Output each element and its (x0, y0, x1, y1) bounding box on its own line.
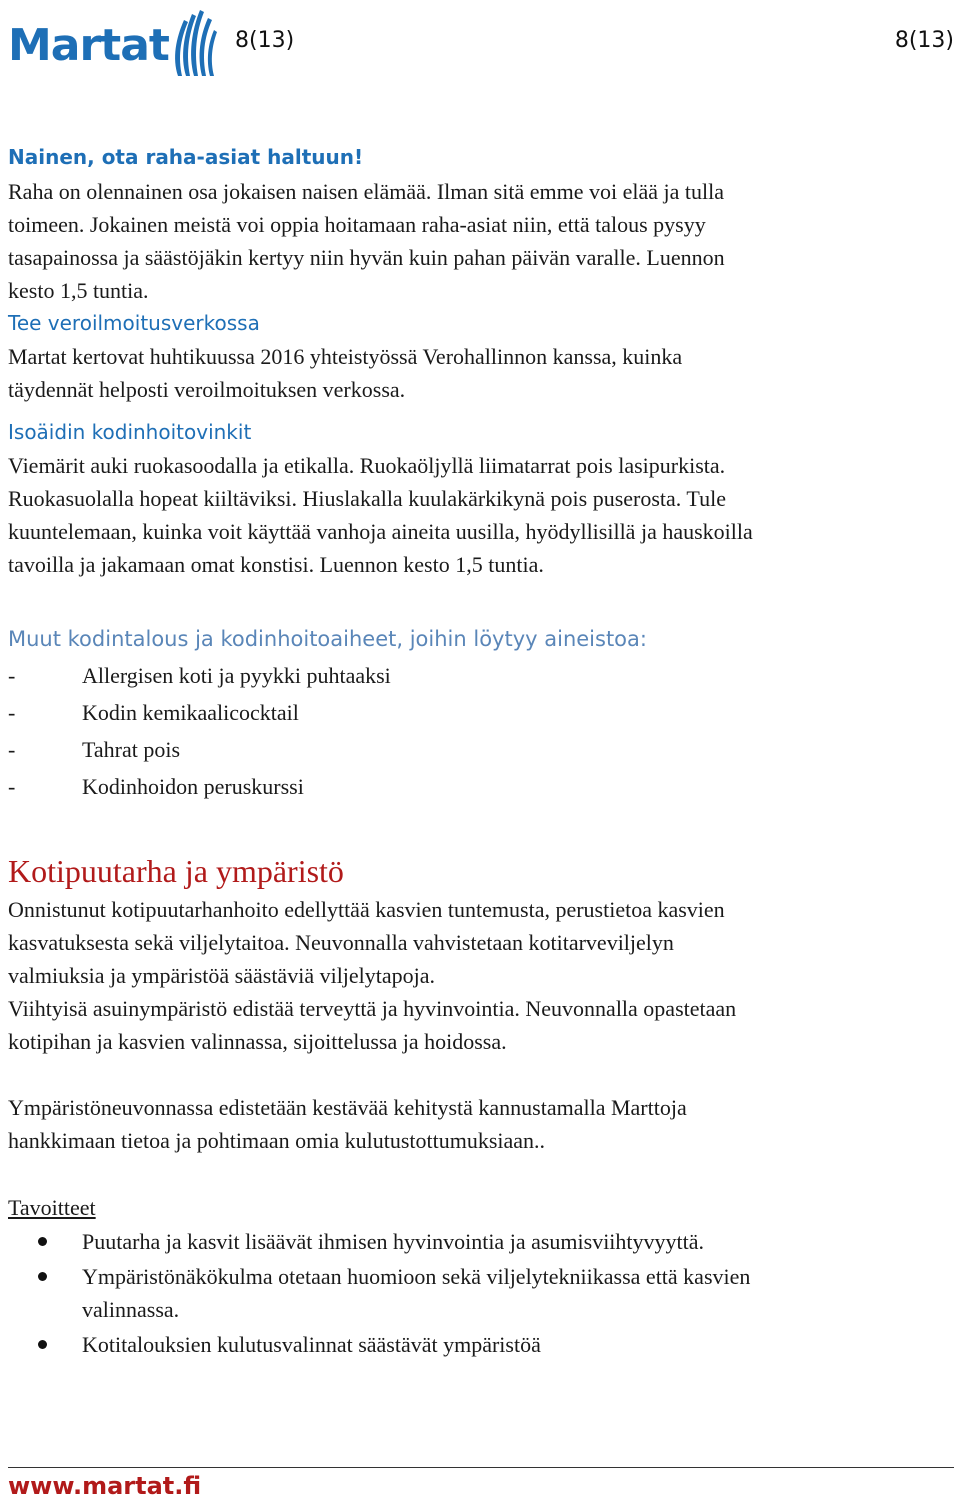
text-line: tasapainossa ja säästöjäkin kertyy niin hyvän kuin pahan päivän varalle. Luennon (8, 245, 725, 270)
document-body (8, 140, 954, 1363)
text-line: kotipihan ja kasvien valinnassa, sijoittelussa ja hoidossa. (8, 1029, 507, 1054)
list-item (8, 657, 954, 694)
text-line: Viihtyisä asuinympäristö edistää terveyttä ja hyvinvointia. Neuvonnalla opastetaan (8, 996, 737, 1021)
list-item-text: Tahrat pois (82, 737, 181, 762)
list-item (8, 1260, 954, 1326)
list-item-text (82, 1225, 704, 1258)
list-item-text: Kodinhoidon peruskurssi (82, 774, 304, 799)
footer-website-link[interactable]: www.martat.fi (8, 1472, 202, 1500)
page-number: 8(13) (235, 28, 295, 53)
text-line: valmiuksia ja ympäristöä säästäviä viljelytapoja. (8, 963, 436, 988)
tavoitteet-heading: Tavoitteet (8, 1195, 96, 1220)
list-item (8, 768, 954, 805)
ymparisto-paragraph (8, 1091, 954, 1157)
text-line: Viemärit auki ruokasoodalla ja etikalla. Ruokaöljyllä liimatarrat pois lasipurkista. (8, 453, 726, 478)
isoaidin-paragraph (8, 449, 954, 581)
bullet-icon (8, 1260, 82, 1326)
bullet-line: Ympäristönäkökulma otetaan huomioon sekä viljelytekniikassa että kasvien (82, 1264, 751, 1289)
text-line: tavoilla ja jakamaan omat konstisi. Luennon kesto 1,5 tuntia. (8, 552, 544, 577)
section-title-nainen: Nainen, ota raha-asiat haltuun! (8, 145, 364, 169)
list-item (8, 1225, 954, 1258)
list-item-text: Allergisen koti ja pyykki puhtaaksi (82, 663, 391, 688)
section-title-vero: Tee veroilmoitusverkossa (8, 311, 260, 335)
bullet-line: Puutarha ja kasvit lisäävät ihmisen hyvinvointia ja asumisviihtyvyyttä. (82, 1229, 705, 1254)
list-dash: - (8, 700, 16, 725)
list-item (8, 731, 954, 768)
vero-paragraph (8, 340, 954, 406)
list-dash: - (8, 737, 16, 762)
section-title-kotipuutarha: Kotipuutarha ja ympäristö (8, 853, 344, 889)
text-line: kasvatuksesta sekä viljelytaitoa. Neuvonnalla vahvistetaan kotitarveviljelyn (8, 930, 674, 955)
text-line: kesto 1,5 tuntia. (8, 278, 149, 303)
text-line: Raha on olennainen osa jokaisen naisen elämää. Ilman sitä emme voi elää ja tulla (8, 179, 724, 204)
text-line: Ympäristöneuvonnassa edistetään kestävää kehitystä kannustamalla Marttoja (8, 1095, 687, 1120)
logo-text: Martat (8, 20, 169, 71)
list-dash: - (8, 774, 16, 799)
list-item-text (82, 1328, 541, 1361)
kotipuutarha-paragraph (8, 893, 954, 1058)
nainen-paragraph (8, 175, 954, 307)
text-line: Ruokasuolalla hopeat kiiltäviksi. Hiuslakalla kuulakärkikynä pois puserosta. Tule (8, 486, 726, 511)
muut-list (8, 657, 954, 805)
footer-divider (8, 1467, 954, 1468)
list-item-text (82, 1260, 750, 1326)
text-line: kuuntelemaan, kuinka voit käyttää vanhoja aineita uusilla, hyödyllisillä ja hauskoilla (8, 519, 753, 544)
logo-wave-icon (170, 8, 218, 78)
section-title-isoaidin: Isoäidin kodinhoitovinkit (8, 420, 252, 444)
text-line: täydennät helposti veroilmoituksen verkossa. (8, 377, 406, 402)
list-dash: - (8, 663, 16, 688)
tavoitteet-list (8, 1225, 954, 1361)
text-line: Onnistunut kotipuutarhanhoito edellyttää kasvien tuntemusta, perustietoa kasvien (8, 897, 725, 922)
text-line: Martat kertovat huhtikuussa 2016 yhteistyössä Verohallinnon kanssa, kuinka (8, 344, 683, 369)
text-line: toimeen. Jokainen meistä voi oppia hoitamaan raha-asiat niin, että talous pysyy (8, 212, 706, 237)
list-item (8, 694, 954, 731)
bullet-icon (8, 1328, 82, 1361)
martat-logo[interactable] (8, 8, 218, 78)
list-item-text: Kodin kemikaalicocktail (82, 700, 299, 725)
bullet-line: Kotitalouksien kulutusvalinnat säästävät ympäristöä (82, 1332, 541, 1357)
page-number-right: 8(13) (894, 28, 954, 53)
bullet-icon (8, 1225, 82, 1258)
text-line: hankkimaan tietoa ja pohtimaan omia kulutustottumuksiaan.. (8, 1128, 546, 1153)
page-header (0, 0, 960, 80)
section-title-muut: Muut kodintalous ja kodinhoitoaiheet, joihin löytyy aineistoa: (8, 627, 647, 651)
list-item (8, 1328, 954, 1361)
bullet-line: valinnassa. (82, 1297, 180, 1322)
